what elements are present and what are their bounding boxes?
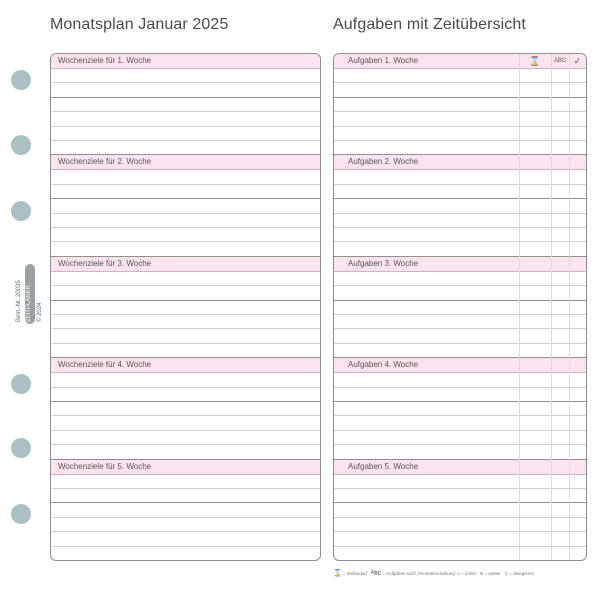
writing-line[interactable] <box>51 488 320 489</box>
writing-line[interactable] <box>334 502 586 503</box>
week-header-label: Aufgaben 5. Woche <box>348 461 419 471</box>
week-header <box>334 257 586 272</box>
writing-line[interactable] <box>334 285 586 286</box>
time-column-divider <box>519 54 520 560</box>
copyright: © 2024 <box>37 302 43 322</box>
writing-line[interactable] <box>51 184 320 185</box>
week-section <box>51 460 320 561</box>
writing-line[interactable] <box>334 328 586 329</box>
writing-line[interactable] <box>334 444 586 445</box>
tasks-panel <box>333 53 587 561</box>
week-header-label: Wochenziele für 5. Woche <box>58 461 152 471</box>
writing-line[interactable] <box>334 387 586 388</box>
writing-line[interactable] <box>334 488 586 489</box>
writing-line[interactable] <box>51 531 320 532</box>
week-header-label: Wochenziele für 3. Woche <box>58 258 152 268</box>
hourglass-icon: ⌛ <box>333 570 342 577</box>
writing-line[interactable] <box>334 198 586 199</box>
footer-legend <box>333 569 595 579</box>
legend-time: = Zeitbedarf <box>342 571 368 576</box>
week-header-label: Wochenziele für 1. Woche <box>58 56 152 65</box>
writing-line[interactable] <box>334 213 586 214</box>
writing-line[interactable] <box>51 285 320 286</box>
writing-line[interactable] <box>334 517 586 518</box>
writing-line[interactable] <box>51 227 320 228</box>
week-section <box>51 257 320 358</box>
writing-line[interactable] <box>51 140 320 141</box>
writing-line[interactable] <box>51 401 320 402</box>
writing-line[interactable] <box>51 198 320 199</box>
page-title-right: Aufgaben mit Zeitübersicht <box>333 16 526 33</box>
writing-line[interactable] <box>51 82 320 83</box>
week-header <box>334 155 586 170</box>
priority-column-divider <box>551 54 552 560</box>
week-section <box>51 155 320 256</box>
week-section <box>334 54 586 155</box>
writing-line[interactable] <box>334 241 586 242</box>
week-section <box>51 358 320 459</box>
week-header-label: Aufgaben 4. Woche <box>348 360 419 370</box>
week-header <box>334 358 586 373</box>
binder-hole <box>11 438 31 458</box>
week-section <box>334 257 586 358</box>
week-section <box>334 155 586 256</box>
week-header-label: Wochenziele für 4. Woche <box>58 360 152 370</box>
writing-line[interactable] <box>51 328 320 329</box>
writing-line[interactable] <box>51 300 320 301</box>
week-section <box>334 460 586 561</box>
order-number: Best.-Nr. 20035 <box>16 280 22 322</box>
writing-line[interactable] <box>51 444 320 445</box>
writing-line[interactable] <box>51 213 320 214</box>
writing-line[interactable] <box>334 300 586 301</box>
writing-line[interactable] <box>51 97 320 98</box>
week-header <box>51 257 320 272</box>
writing-line[interactable] <box>334 546 586 547</box>
writing-line[interactable] <box>51 502 320 503</box>
writing-line[interactable] <box>334 401 586 402</box>
week-section <box>334 358 586 459</box>
writing-line[interactable] <box>334 314 586 315</box>
page-title-left: Monatsplan Januar 2025 <box>50 16 229 33</box>
week-header <box>51 358 320 373</box>
binder-hole <box>11 374 31 394</box>
writing-line[interactable] <box>51 343 320 344</box>
writing-line[interactable] <box>51 126 320 127</box>
week-section <box>51 54 320 155</box>
writing-line[interactable] <box>334 111 586 112</box>
binder-hole <box>11 70 31 90</box>
writing-line[interactable] <box>334 126 586 127</box>
week-header-label: Aufgaben 3. Woche <box>348 258 419 268</box>
writing-line[interactable] <box>334 140 586 141</box>
week-header-label: Aufgaben 2. Woche <box>348 157 419 167</box>
writing-line[interactable] <box>334 343 586 344</box>
week-header-label: Aufgaben 1. Woche <box>348 56 419 65</box>
writing-line[interactable] <box>334 560 586 561</box>
writing-line[interactable] <box>51 560 320 561</box>
week-header-label: Wochenziele für 2. Woche <box>58 157 152 167</box>
week-header <box>51 155 320 170</box>
writing-line[interactable] <box>51 387 320 388</box>
writing-line[interactable] <box>51 546 320 547</box>
abc-icon: ᴬʙᴄ <box>370 570 382 577</box>
binder-hole <box>11 201 31 221</box>
writing-line[interactable] <box>51 241 320 242</box>
writing-line[interactable] <box>334 531 586 532</box>
writing-line[interactable] <box>51 430 320 431</box>
binder-hole <box>11 504 31 524</box>
writing-line[interactable] <box>334 82 586 83</box>
writing-line[interactable] <box>51 517 320 518</box>
writing-line[interactable] <box>334 184 586 185</box>
writing-line[interactable] <box>334 97 586 98</box>
legend-priority: = Aufgaben nach Prioritätenordnung: A = sofort · B = später · C = delegieren <box>382 571 535 576</box>
writing-line[interactable] <box>51 111 320 112</box>
side-label <box>13 262 49 326</box>
writing-line[interactable] <box>51 415 320 416</box>
done-column-divider <box>569 54 570 560</box>
week-header <box>334 460 586 475</box>
monthly-goals-panel <box>50 53 321 561</box>
writing-line[interactable] <box>334 227 586 228</box>
binder-hole <box>11 135 31 155</box>
checkmark-icon: ✓ <box>573 56 582 66</box>
abc-icon: ABC <box>553 58 567 64</box>
week-header <box>51 460 320 475</box>
writing-line[interactable] <box>334 430 586 431</box>
hourglass-icon: ⌛ <box>529 56 541 66</box>
writing-line[interactable] <box>334 415 586 416</box>
writing-line[interactable] <box>51 314 320 315</box>
brand-label: ZEITPLANER <box>26 284 32 322</box>
week-header <box>51 54 320 69</box>
